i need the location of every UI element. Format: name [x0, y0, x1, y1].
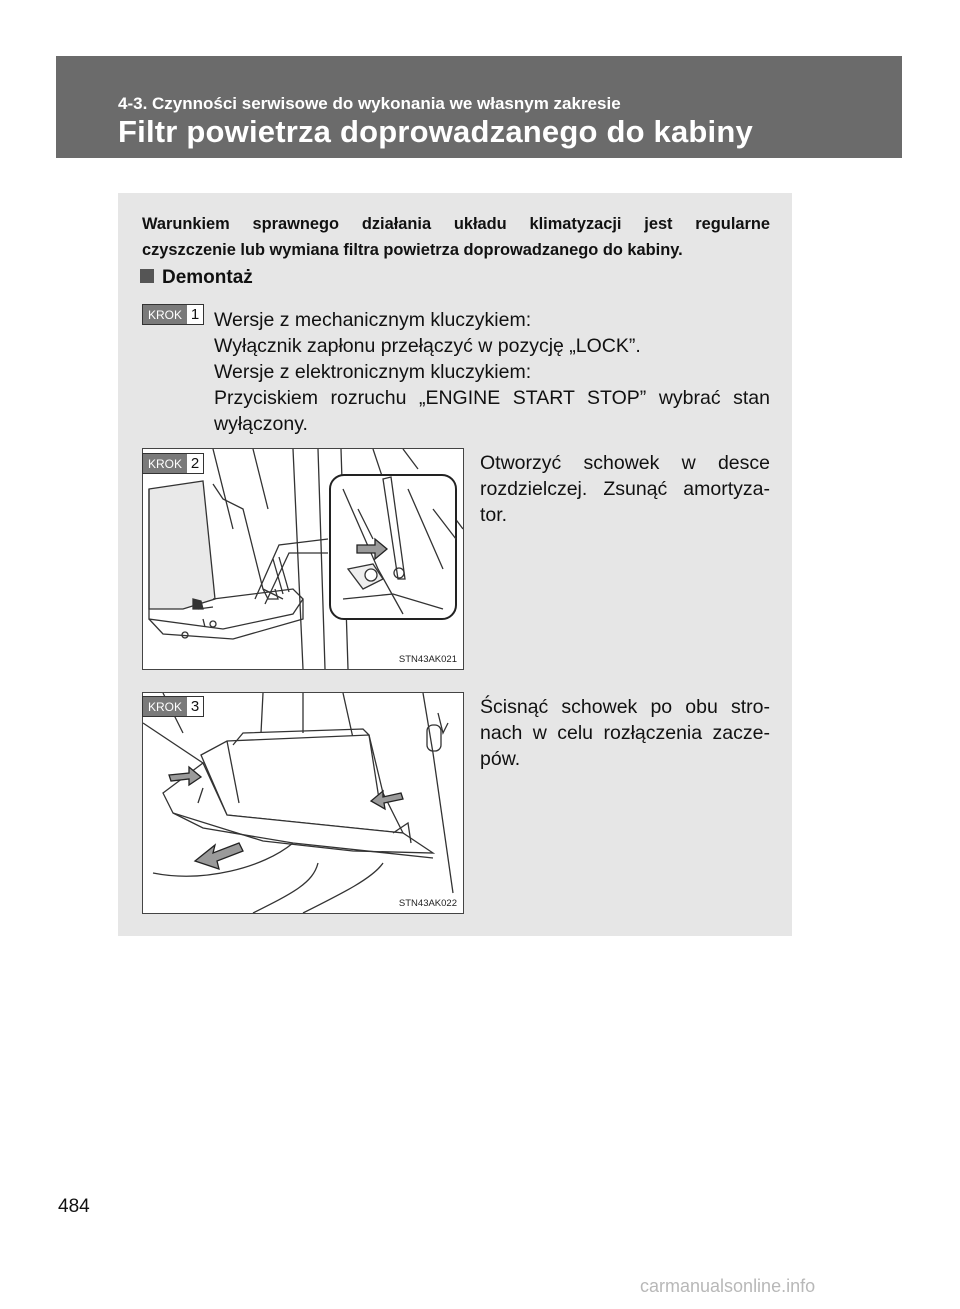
- step-1-line: wyłączony.: [214, 413, 308, 435]
- step-1-line: Wersje z elektronicznym kluczykiem:: [214, 361, 532, 383]
- intro-line-2: czyszczenie lub wymiana filtra powietrza doprowadzanego do kabiny.: [142, 241, 683, 259]
- step-1-line: Przyciskiem rozruchu „ENGINE START STOP” wybrać stan: [214, 387, 770, 409]
- glovebox-damper-illustration: [143, 449, 463, 669]
- step-2-figure: [142, 448, 464, 670]
- step-2-text: Otworzyć schowek w desce rozdzielczej. Zsunąć amortyza-tor.: [480, 452, 770, 526]
- figure-code: STN43AK022: [398, 898, 457, 909]
- step-badge-label: KROK: [143, 305, 187, 324]
- figure-code: STN43AK021: [398, 654, 457, 665]
- page-number: 484: [58, 1196, 90, 1217]
- step-3-figure: [142, 692, 464, 914]
- step-badge-number: 3: [187, 697, 203, 716]
- step-badge-2: [142, 453, 204, 474]
- subheading: [140, 267, 253, 289]
- page-title: Filtr powietrza doprowadzanego do kabiny: [118, 114, 753, 149]
- step-badge-number: 1: [187, 305, 203, 324]
- step-1-line: Wersje z mechanicznym kluczykiem:: [214, 309, 532, 331]
- intro-line-1: Warunkiem sprawnego działania układu klimatyzacji jest regularne: [142, 215, 770, 233]
- step-badge-1: [142, 304, 204, 325]
- step-badge-3: [142, 696, 204, 717]
- step-badge-number: 2: [187, 454, 203, 473]
- square-bullet-icon: [140, 269, 154, 283]
- watermark: carmanualsonline.info: [640, 1276, 816, 1296]
- step-1-text: [214, 307, 770, 437]
- step-3-text: Ścisnąć schowek po obu stro-nach w celu rozłączenia zacze-pów.: [480, 696, 770, 770]
- glovebox-squeeze-illustration: [143, 693, 463, 913]
- intro-text: [142, 211, 770, 263]
- subheading-label: Demontaż: [162, 267, 253, 288]
- step-1-line: Wyłącznik zapłonu przełączyć w pozycję „LOCK”.: [214, 335, 641, 357]
- section-label: 4-3. Czynności serwisowe do wykonania we własnym zakresie: [118, 94, 621, 113]
- step-badge-label: KROK: [143, 454, 187, 473]
- step-badge-label: KROK: [143, 697, 187, 716]
